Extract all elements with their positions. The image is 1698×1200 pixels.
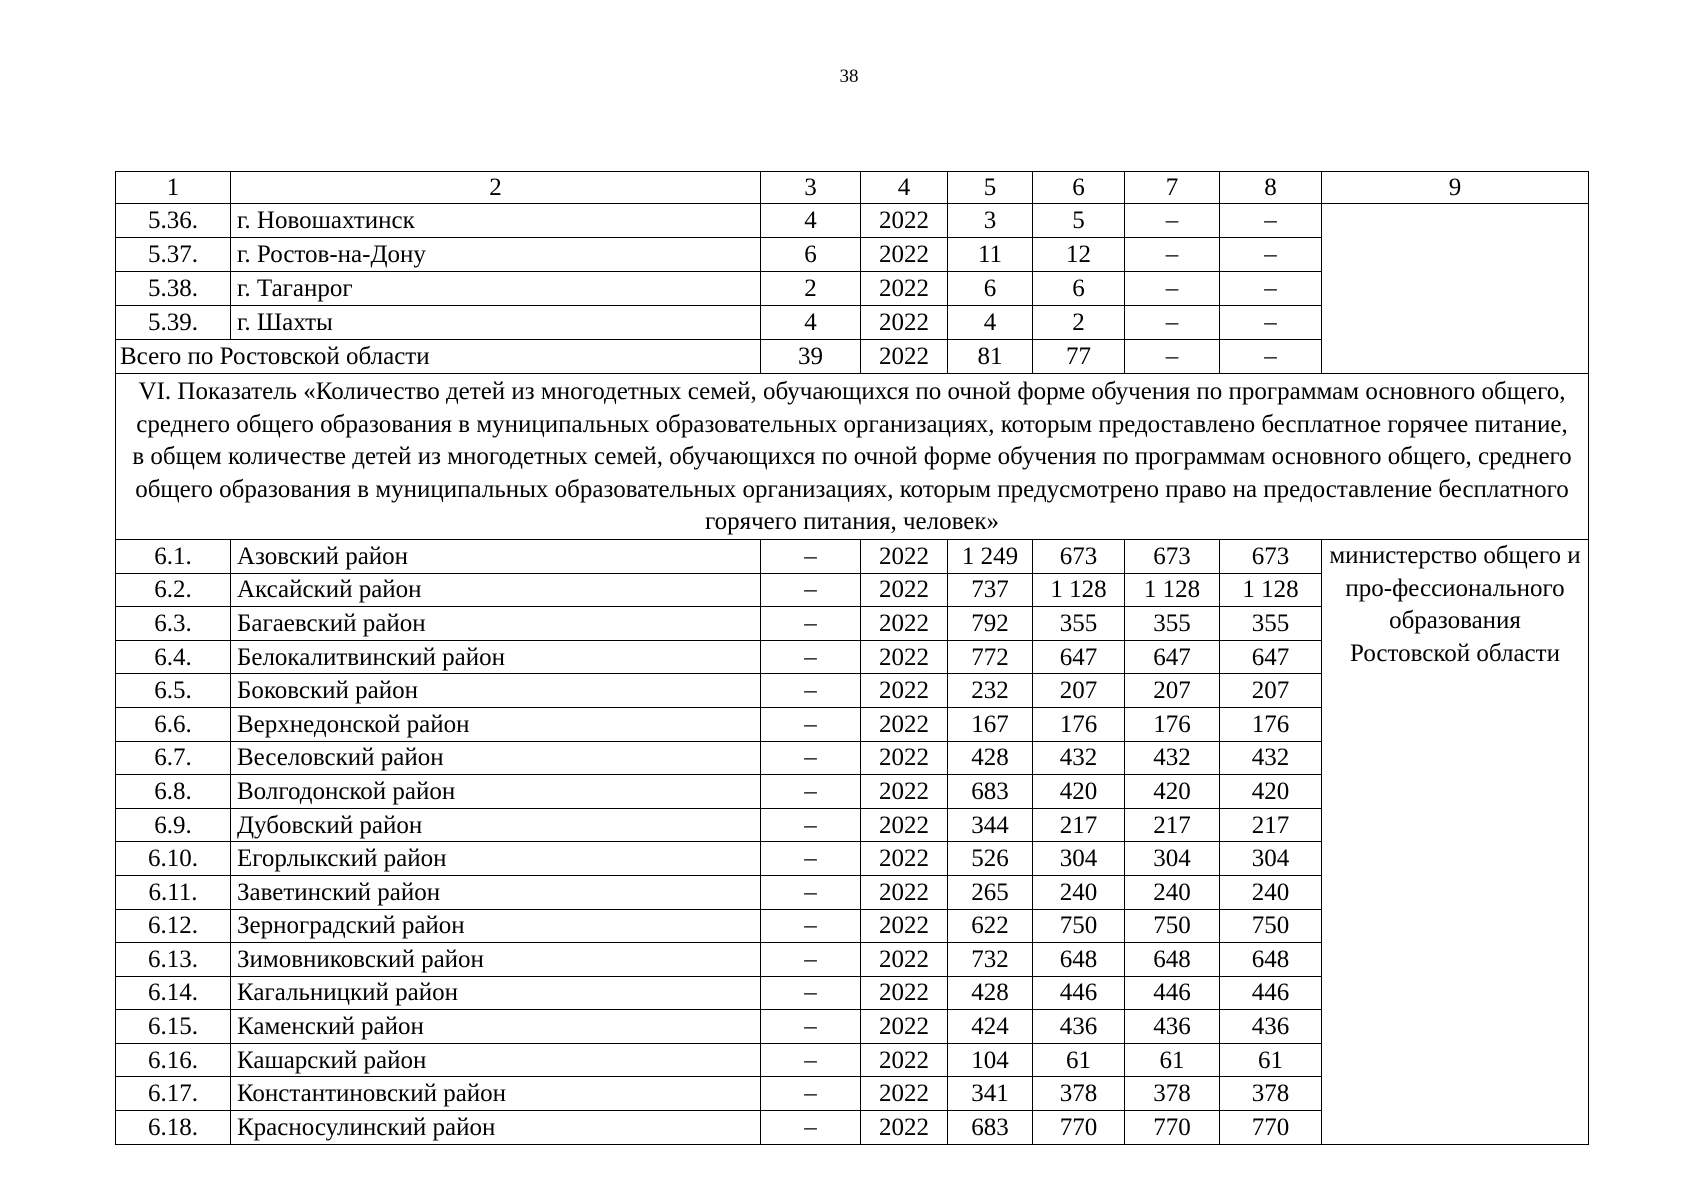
total-value: 81 — [948, 340, 1033, 374]
value-cell: 436 — [1125, 1010, 1220, 1044]
value-cell: 683 — [948, 1111, 1033, 1145]
value-cell: 6 — [1033, 272, 1125, 306]
value-cell: – — [761, 607, 861, 641]
value-cell: 428 — [948, 741, 1033, 775]
value-cell: 355 — [1125, 607, 1220, 641]
value-cell: – — [761, 640, 861, 674]
value-cell: 732 — [948, 943, 1033, 977]
value-cell: 2022 — [861, 875, 948, 909]
value-cell: 432 — [1033, 741, 1125, 775]
value-cell: 11 — [948, 238, 1033, 272]
responsible-cell-empty — [1322, 204, 1589, 374]
municipality-name: г. Ростов-на-Дону — [231, 238, 761, 272]
municipality-name: Веселовский район — [231, 741, 761, 775]
municipality-name: Боковский район — [231, 674, 761, 708]
municipality-name: Каменский район — [231, 1010, 761, 1044]
value-cell: 6 — [948, 272, 1033, 306]
value-cell: 2022 — [861, 808, 948, 842]
value-cell: 737 — [948, 573, 1033, 607]
row-number: 6.10. — [116, 842, 231, 876]
section-title-row — [116, 374, 1589, 540]
value-cell: – — [1220, 306, 1322, 340]
value-cell: 207 — [1125, 674, 1220, 708]
municipality-name: Дубовский район — [231, 808, 761, 842]
value-cell: 420 — [1125, 775, 1220, 809]
value-cell: 2 — [1033, 306, 1125, 340]
value-cell: 420 — [1220, 775, 1322, 809]
municipality-name: Аксайский район — [231, 573, 761, 607]
value-cell: 770 — [1220, 1111, 1322, 1145]
value-cell: 2022 — [861, 909, 948, 943]
value-cell: 304 — [1033, 842, 1125, 876]
value-cell: 432 — [1125, 741, 1220, 775]
value-cell: 420 — [1033, 775, 1125, 809]
total-value: 39 — [761, 340, 861, 374]
value-cell: – — [761, 775, 861, 809]
value-cell: 436 — [1033, 1010, 1125, 1044]
value-cell: – — [1125, 238, 1220, 272]
row-number: 6.14. — [116, 976, 231, 1010]
value-cell: 2022 — [861, 1010, 948, 1044]
value-cell: 750 — [1220, 909, 1322, 943]
value-cell: 2022 — [861, 674, 948, 708]
municipality-name: Кашарский район — [231, 1043, 761, 1077]
value-cell: 526 — [948, 842, 1033, 876]
value-cell: 2022 — [861, 238, 948, 272]
total-value: 2022 — [861, 340, 948, 374]
value-cell: 378 — [1033, 1077, 1125, 1111]
value-cell: – — [761, 1077, 861, 1111]
row-number: 6.17. — [116, 1077, 231, 1111]
value-cell: 2022 — [861, 842, 948, 876]
value-cell: 217 — [1033, 808, 1125, 842]
row-number: 6.7. — [116, 741, 231, 775]
row-number: 5.39. — [116, 306, 231, 340]
row-number: 6.4. — [116, 640, 231, 674]
value-cell: 4 — [761, 204, 861, 238]
value-cell: 1 249 — [948, 539, 1033, 573]
value-cell: 2022 — [861, 539, 948, 573]
column-number: 3 — [761, 172, 861, 204]
municipality-name: г. Шахты — [231, 306, 761, 340]
value-cell: 770 — [1125, 1111, 1220, 1145]
value-cell: 750 — [1033, 909, 1125, 943]
value-cell: 207 — [1033, 674, 1125, 708]
value-cell: – — [761, 1043, 861, 1077]
municipality-name: Зерноградский район — [231, 909, 761, 943]
row-number: 6.2. — [116, 573, 231, 607]
value-cell: 378 — [1125, 1077, 1220, 1111]
value-cell: 428 — [948, 976, 1033, 1010]
column-number: 5 — [948, 172, 1033, 204]
value-cell: 265 — [948, 875, 1033, 909]
value-cell: 683 — [948, 775, 1033, 809]
value-cell: 240 — [1220, 875, 1322, 909]
value-cell: 622 — [948, 909, 1033, 943]
value-cell: 2022 — [861, 1111, 948, 1145]
value-cell: – — [761, 909, 861, 943]
row-number: 5.38. — [116, 272, 231, 306]
row-number: 6.15. — [116, 1010, 231, 1044]
value-cell: – — [761, 539, 861, 573]
value-cell: 436 — [1220, 1010, 1322, 1044]
value-cell: 673 — [1220, 539, 1322, 573]
value-cell: 232 — [948, 674, 1033, 708]
value-cell: 2022 — [861, 640, 948, 674]
value-cell: – — [761, 1010, 861, 1044]
value-cell: 446 — [1033, 976, 1125, 1010]
value-cell: 6 — [761, 238, 861, 272]
value-cell: – — [761, 573, 861, 607]
row-number: 6.1. — [116, 539, 231, 573]
column-number: 7 — [1125, 172, 1220, 204]
row-number: 6.18. — [116, 1111, 231, 1145]
municipality-name: г. Таганрог — [231, 272, 761, 306]
value-cell: 217 — [1220, 808, 1322, 842]
value-cell: – — [1125, 272, 1220, 306]
responsible-authority: министерство общего и про-фессионального образования Ростовской области — [1322, 539, 1589, 1144]
row-number: 6.8. — [116, 775, 231, 809]
value-cell: 61 — [1220, 1043, 1322, 1077]
value-cell: 2022 — [861, 976, 948, 1010]
value-cell: 378 — [1220, 1077, 1322, 1111]
value-cell: 176 — [1220, 707, 1322, 741]
value-cell: – — [761, 741, 861, 775]
value-cell: 648 — [1220, 943, 1322, 977]
value-cell: 772 — [948, 640, 1033, 674]
value-cell: 2022 — [861, 272, 948, 306]
value-cell: 176 — [1033, 707, 1125, 741]
row-number: 6.16. — [116, 1043, 231, 1077]
value-cell: – — [761, 674, 861, 708]
value-cell: 1 128 — [1125, 573, 1220, 607]
value-cell: 344 — [948, 808, 1033, 842]
municipality-name: Зимовниковский район — [231, 943, 761, 977]
row-number: 6.5. — [116, 674, 231, 708]
value-cell: 61 — [1125, 1043, 1220, 1077]
total-value: 77 — [1033, 340, 1125, 374]
value-cell: 2022 — [861, 573, 948, 607]
value-cell: 2022 — [861, 707, 948, 741]
value-cell: 304 — [1220, 842, 1322, 876]
municipality-name: Егорлыкский район — [231, 842, 761, 876]
value-cell: 3 — [948, 204, 1033, 238]
value-cell: 217 — [1125, 808, 1220, 842]
value-cell: 207 — [1220, 674, 1322, 708]
table-row — [116, 539, 1589, 573]
value-cell: 167 — [948, 707, 1033, 741]
value-cell: 647 — [1033, 640, 1125, 674]
value-cell: 2 — [761, 272, 861, 306]
value-cell: – — [1220, 238, 1322, 272]
value-cell: 446 — [1125, 976, 1220, 1010]
value-cell: 2022 — [861, 306, 948, 340]
total-label: Всего по Ростовской области — [116, 340, 761, 374]
value-cell: 4 — [761, 306, 861, 340]
municipality-name: Кагальницкий район — [231, 976, 761, 1010]
municipality-name: Красносулинский район — [231, 1111, 761, 1145]
value-cell: 12 — [1033, 238, 1125, 272]
column-number: 1 — [116, 172, 231, 204]
municipality-name: г. Новошахтинск — [231, 204, 761, 238]
value-cell: – — [761, 943, 861, 977]
value-cell: 104 — [948, 1043, 1033, 1077]
column-number: 4 — [861, 172, 948, 204]
municipality-name: Азовский район — [231, 539, 761, 573]
municipality-name: Верхнедонской район — [231, 707, 761, 741]
column-number: 2 — [231, 172, 761, 204]
value-cell: 648 — [1125, 943, 1220, 977]
indicator-table — [115, 171, 1589, 1145]
value-cell: 432 — [1220, 741, 1322, 775]
section-title: VI. Показатель «Количество детей из многодетных семей, обучающихся по очной форме обучения по программам основного общего, среднего общего образования в муниципальных образовательных организациях, которым предоставлено бесплатное горячее питание, в общем количестве детей из многодетных семей, обучающихся по очной форме обучения по программам основного общего, среднего общего образования в муниципальных образовательных организациях, которым предусмотрено право на предоставление бесплатного горячего питания, человек» — [116, 374, 1589, 540]
value-cell: – — [761, 875, 861, 909]
municipality-name: Волгодонской район — [231, 775, 761, 809]
value-cell: 2022 — [861, 607, 948, 641]
row-number: 6.3. — [116, 607, 231, 641]
value-cell: 1 128 — [1220, 573, 1322, 607]
value-cell: 647 — [1125, 640, 1220, 674]
row-number: 5.36. — [116, 204, 231, 238]
column-number-header-row — [116, 172, 1589, 204]
value-cell: 5 — [1033, 204, 1125, 238]
value-cell: 2022 — [861, 204, 948, 238]
value-cell: 673 — [1033, 539, 1125, 573]
value-cell: 61 — [1033, 1043, 1125, 1077]
municipality-name: Белокалитвинский район — [231, 640, 761, 674]
value-cell: 304 — [1125, 842, 1220, 876]
value-cell: – — [1125, 204, 1220, 238]
value-cell: 2022 — [861, 741, 948, 775]
row-number: 5.37. — [116, 238, 231, 272]
value-cell: – — [761, 1111, 861, 1145]
row-number: 6.9. — [116, 808, 231, 842]
value-cell: 176 — [1125, 707, 1220, 741]
value-cell: – — [1220, 204, 1322, 238]
row-number: 6.6. — [116, 707, 231, 741]
column-number: 8 — [1220, 172, 1322, 204]
value-cell: 341 — [948, 1077, 1033, 1111]
page-number: 38 — [839, 66, 859, 87]
value-cell: 240 — [1033, 875, 1125, 909]
value-cell: 648 — [1033, 943, 1125, 977]
table-row — [116, 204, 1589, 238]
value-cell: 770 — [1033, 1111, 1125, 1145]
value-cell: 424 — [948, 1010, 1033, 1044]
municipality-name: Заветинский район — [231, 875, 761, 909]
municipality-name: Багаевский район — [231, 607, 761, 641]
column-number: 9 — [1322, 172, 1589, 204]
value-cell: 2022 — [861, 775, 948, 809]
value-cell: 750 — [1125, 909, 1220, 943]
value-cell: – — [761, 842, 861, 876]
value-cell: – — [1220, 272, 1322, 306]
row-number: 6.13. — [116, 943, 231, 977]
row-number: 6.12. — [116, 909, 231, 943]
value-cell: 2022 — [861, 943, 948, 977]
total-value: – — [1125, 340, 1220, 374]
value-cell: 240 — [1125, 875, 1220, 909]
value-cell: 2022 — [861, 1077, 948, 1111]
value-cell: 4 — [948, 306, 1033, 340]
value-cell: 2022 — [861, 1043, 948, 1077]
municipality-name: Константиновский район — [231, 1077, 761, 1111]
value-cell: 355 — [1220, 607, 1322, 641]
value-cell: 355 — [1033, 607, 1125, 641]
value-cell: 792 — [948, 607, 1033, 641]
row-number: 6.11. — [116, 875, 231, 909]
value-cell: 1 128 — [1033, 573, 1125, 607]
total-value: – — [1220, 340, 1322, 374]
value-cell: – — [761, 976, 861, 1010]
value-cell: – — [761, 808, 861, 842]
value-cell: 647 — [1220, 640, 1322, 674]
value-cell: 673 — [1125, 539, 1220, 573]
column-number: 6 — [1033, 172, 1125, 204]
value-cell: – — [1125, 306, 1220, 340]
value-cell: 446 — [1220, 976, 1322, 1010]
value-cell: – — [761, 707, 861, 741]
